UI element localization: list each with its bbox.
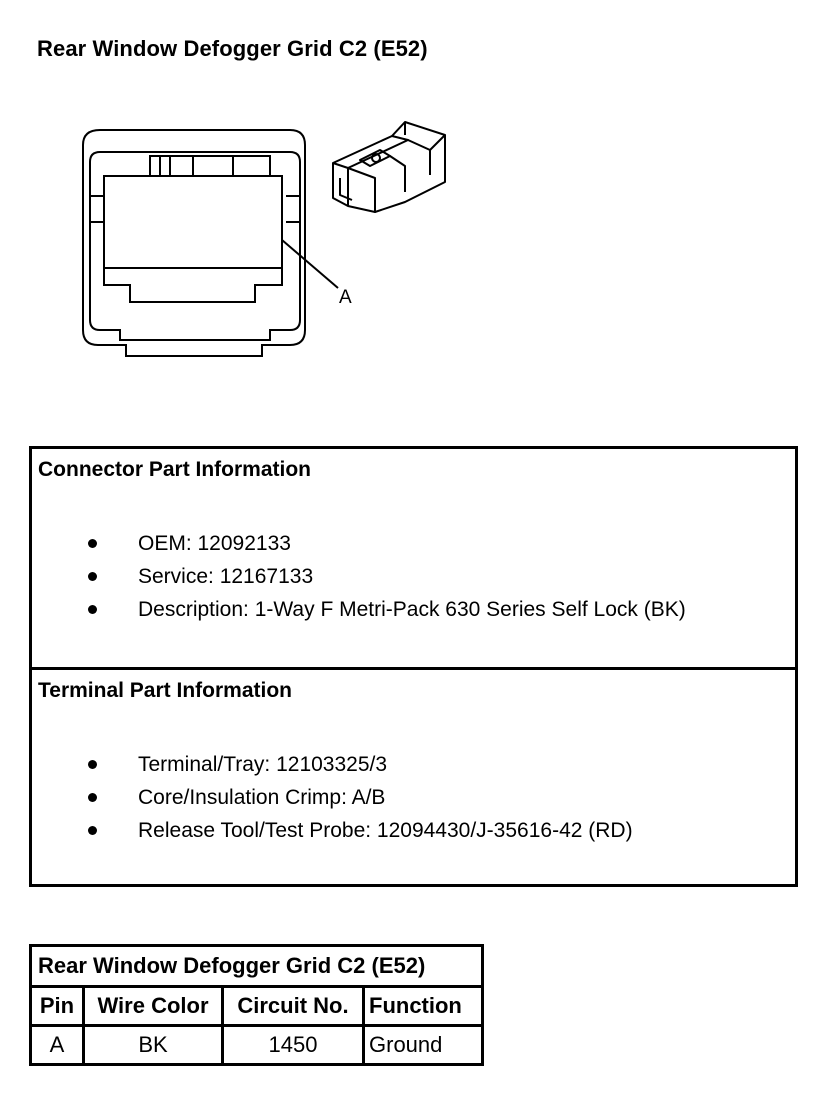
page-title: Rear Window Defogger Grid C2 (E52) <box>37 36 428 61</box>
table-header-row <box>31 987 483 1026</box>
header-circuit-no: Circuit No. <box>223 987 364 1026</box>
cell-function: Ground <box>364 1026 483 1065</box>
list-item <box>32 527 686 560</box>
bullet-icon <box>88 760 97 769</box>
cell-circuit-no: 1450 <box>223 1026 364 1065</box>
terminal-info-list <box>32 748 633 847</box>
connector-part-info <box>32 449 795 670</box>
list-item <box>32 814 633 847</box>
table-row <box>31 1026 483 1065</box>
terminal-crimp: Core/Insulation Crimp: A/B <box>138 786 386 809</box>
terminal-release-tool: Release Tool/Test Probe: 12094430/J-35616-42 (RD) <box>138 819 633 842</box>
header-pin: Pin <box>31 987 84 1026</box>
cell-wire-color: BK <box>84 1026 223 1065</box>
header-wire-color: Wire Color <box>84 987 223 1026</box>
terminal-info-heading: Terminal Part Information <box>38 679 292 702</box>
connector-description: Description: 1-Way F Metri-Pack 630 Series Self Lock (BK) <box>138 598 686 621</box>
part-info-box <box>29 446 798 887</box>
callout-label-a: A <box>339 287 352 308</box>
header-function: Function <box>364 987 483 1026</box>
connector-oem: OEM: 12092133 <box>138 532 291 555</box>
list-item <box>32 593 686 626</box>
bullet-icon <box>88 539 97 548</box>
list-item <box>32 560 686 593</box>
terminal-tray: Terminal/Tray: 12103325/3 <box>138 753 388 776</box>
cell-pin: A <box>31 1026 84 1065</box>
table-caption: Rear Window Defogger Grid C2 (E52) <box>31 946 483 987</box>
connector-isometric-icon <box>333 122 445 212</box>
pin-table <box>29 944 484 1066</box>
connector-face-view-icon <box>83 130 338 356</box>
terminal-part-info <box>32 670 795 884</box>
connector-service: Service: 12167133 <box>138 565 314 588</box>
table-caption-row <box>31 946 483 987</box>
list-item <box>32 781 633 814</box>
connector-info-heading: Connector Part Information <box>38 458 312 481</box>
connector-diagram <box>0 0 832 420</box>
bullet-icon <box>88 605 97 614</box>
bullet-icon <box>88 826 97 835</box>
connector-info-list <box>32 527 686 626</box>
list-item <box>32 748 633 781</box>
bullet-icon <box>88 572 97 581</box>
bullet-icon <box>88 793 97 802</box>
